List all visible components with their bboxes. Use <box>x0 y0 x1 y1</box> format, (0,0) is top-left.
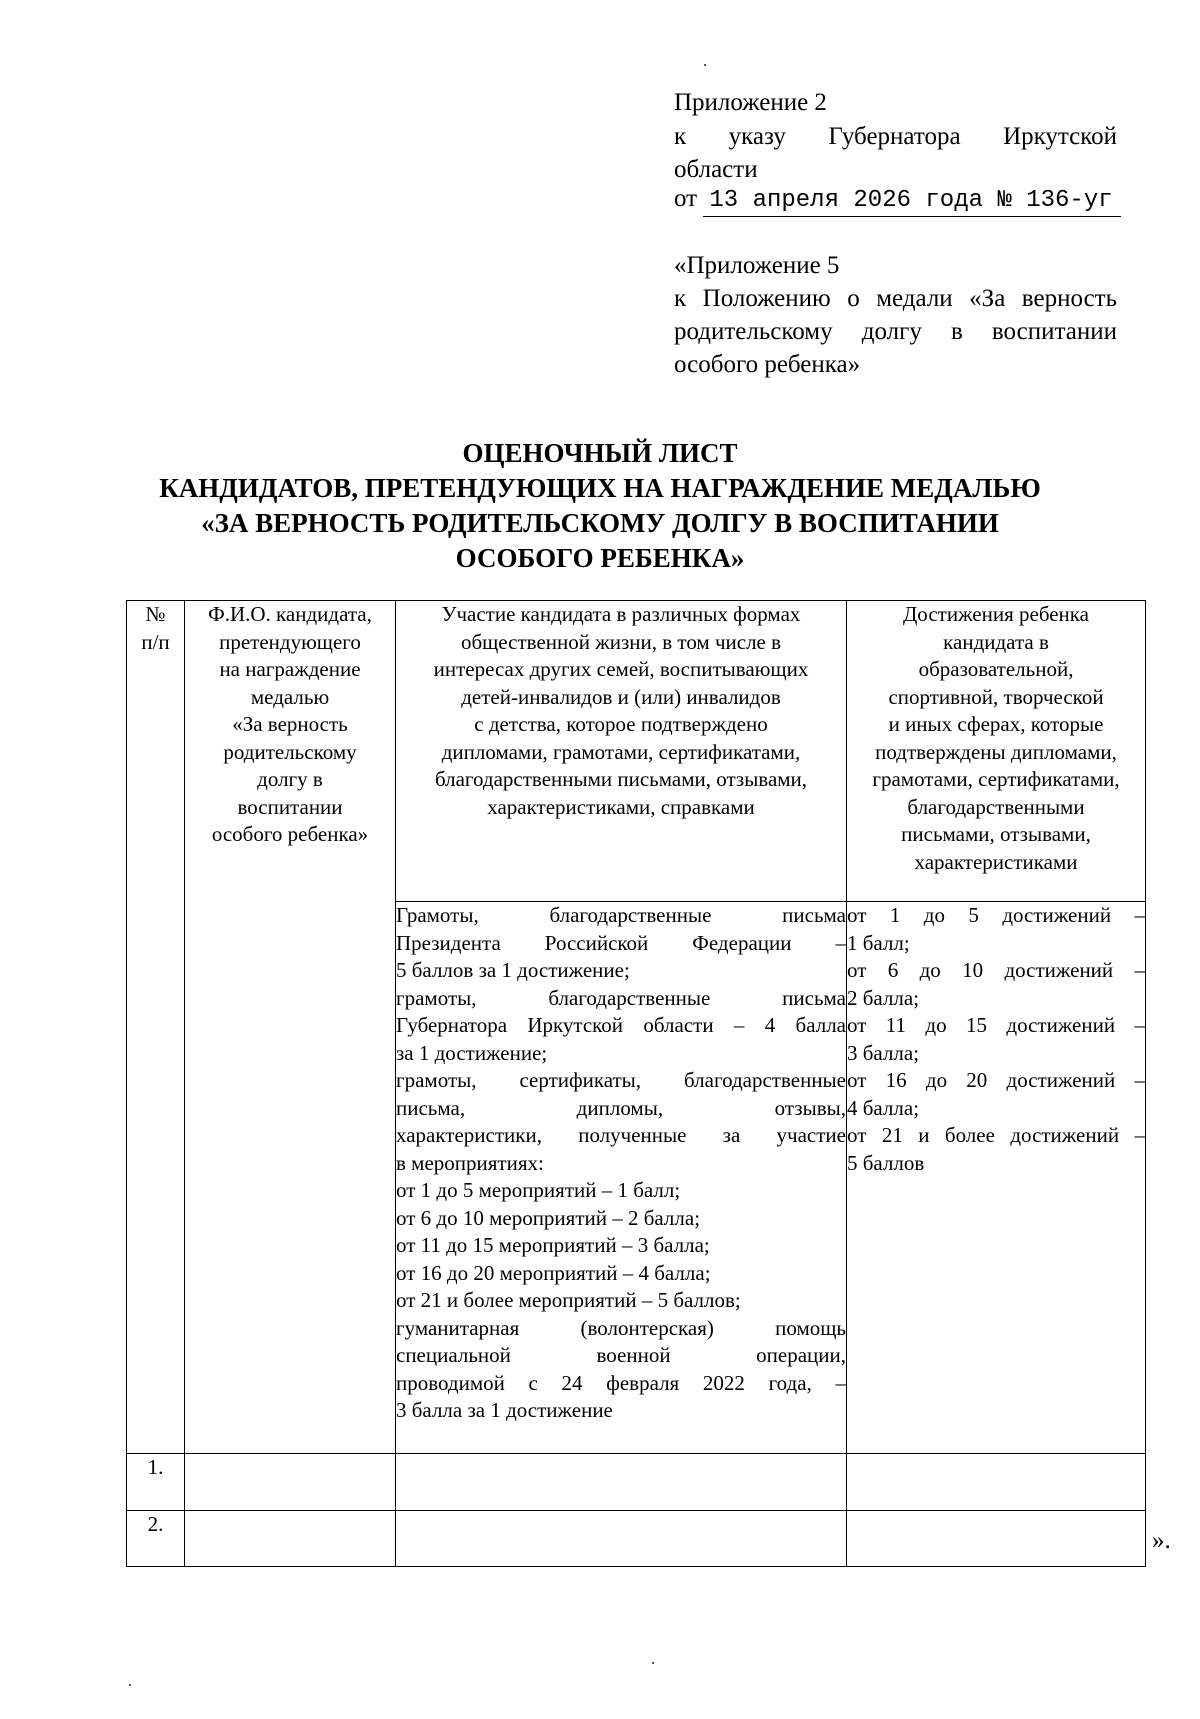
document-subtitle: КАНДИДАТОВ, ПРЕТЕНДУЮЩИХ НА НАГРАЖДЕНИЕ МЕДАЛЬЮ <box>159 473 1041 503</box>
criteria-line: 4 балла; <box>847 1095 920 1120</box>
criteria-line: проводимой с 24 февраля 2022 года, – <box>396 1370 846 1395</box>
row-achievements-cell <box>847 1454 1146 1511</box>
row-candidate-cell <box>185 1511 396 1567</box>
row-number: 1. <box>127 1454 185 1511</box>
criteria-line: 3 балла за 1 достижение <box>396 1398 613 1422</box>
criteria-line: характеристики, полученные за участие <box>396 1123 846 1147</box>
scan-speck <box>652 1662 654 1664</box>
row-participation-cell <box>396 1511 847 1567</box>
criteria-achievements <box>847 902 1146 1454</box>
criteria-line: от 11 до 15 мероприятий – 3 балла; <box>396 1233 710 1257</box>
header-achievements: Достижения ребенка кандидата в образовательной, спортивной, творческой и иных сферах, которые подтверждены дипломами, грамотами, сертификатами, благодарственными письмами, отзывами, характеристиками <box>847 601 1146 902</box>
criteria-line: в мероприятиях: <box>396 1150 544 1175</box>
criteria-line: от 6 до 10 достижений – <box>847 958 1145 982</box>
row-number: 2. <box>127 1511 185 1567</box>
criteria-line: от 1 до 5 достижений – <box>847 903 1145 927</box>
criteria-line: 2 балла; <box>847 985 920 1010</box>
table-row <box>127 1454 1146 1511</box>
scan-speck <box>129 1684 131 1686</box>
criteria-line: Грамоты, благодарственные письма <box>396 903 846 927</box>
scan-speck <box>704 64 706 66</box>
criteria-line: от 16 до 20 мероприятий – 4 балла; <box>396 1260 711 1285</box>
criteria-line: письма, дипломы, отзывы, <box>396 1095 846 1120</box>
decree-date-line <box>674 184 1121 217</box>
appendix-ref-title: «Приложение 5 <box>674 252 840 279</box>
decree-reference: к указу Губернатора Иркутской <box>674 123 1117 150</box>
criteria-line: грамоты, благодарственные письма <box>396 985 846 1010</box>
row-achievements-cell <box>847 1511 1146 1567</box>
table-header-row <box>127 601 1146 902</box>
header-participation: Участие кандидата в различных формах общественной жизни, в том числе в интересах других семей, воспитывающих детей-инвалидов и (или) инвалидов с детства, которое подтверждено дипломами, грамотами, сертификатами, благодарственными письмами, отзывами, характеристиками, справками <box>396 601 847 902</box>
criteria-line: 3 балла; <box>847 1040 920 1065</box>
from-prefix: от <box>674 185 698 212</box>
criteria-line: за 1 достижение; <box>396 1040 548 1065</box>
appendix-ref-line: особого ребенка» <box>674 351 861 378</box>
decree-reference-cont: области <box>674 156 758 183</box>
appendix-ref-line: родительскому долгу в воспитании <box>674 318 1117 345</box>
decree-date-number: 13 апреля 2026 года № 136-уг <box>703 186 1120 217</box>
header-candidate-name: Ф.И.О. кандидата, претендующего на награждение медалью «За верность родительскому долгу в воспитании особого ребенка» <box>185 601 396 1454</box>
appendix-ref-line: к Положению о медали «За верность <box>674 285 1117 312</box>
closing-quote: ». <box>1152 1527 1171 1554</box>
criteria-line: Президента Российской Федерации – <box>396 930 846 955</box>
row-participation-cell <box>396 1454 847 1511</box>
criteria-line: от 21 и более мероприятий – 5 баллов; <box>396 1288 741 1312</box>
criteria-line: от 1 до 5 мероприятий – 1 балл; <box>396 1178 681 1202</box>
evaluation-table <box>126 600 1146 1567</box>
criteria-line: грамоты, сертификаты, благодарственные <box>396 1068 846 1092</box>
criteria-line: 5 баллов за 1 достижение; <box>396 958 630 982</box>
criteria-line: гуманитарная (волонтерская) помощь <box>396 1315 846 1340</box>
criteria-line: специальной военной операции, <box>396 1343 846 1367</box>
criteria-line: 5 баллов <box>847 1150 925 1175</box>
document-subtitle: ОСОБОГО РЕБЕНКА» <box>455 543 745 573</box>
criteria-participation <box>396 902 847 1454</box>
row-candidate-cell <box>185 1454 396 1511</box>
criteria-line: от 16 до 20 достижений – <box>847 1068 1145 1092</box>
header-number: № п/п <box>127 601 185 1454</box>
criteria-line: от 21 и более достижений – <box>847 1123 1145 1147</box>
document-subtitle: «ЗА ВЕРНОСТЬ РОДИТЕЛЬСКОМУ ДОЛГУ В ВОСПИТАНИИ <box>201 508 999 538</box>
criteria-line: от 11 до 15 достижений – <box>847 1013 1145 1037</box>
appendix-label: Приложение 2 <box>674 89 827 116</box>
criteria-line: Губернатора Иркутской области – 4 балла <box>396 1013 846 1037</box>
criteria-line: от 6 до 10 мероприятий – 2 балла; <box>396 1205 701 1230</box>
document-title: ОЦЕНОЧНЫЙ ЛИСТ <box>462 438 738 468</box>
table-row <box>127 1511 1146 1567</box>
criteria-line: 1 балл; <box>847 930 910 955</box>
